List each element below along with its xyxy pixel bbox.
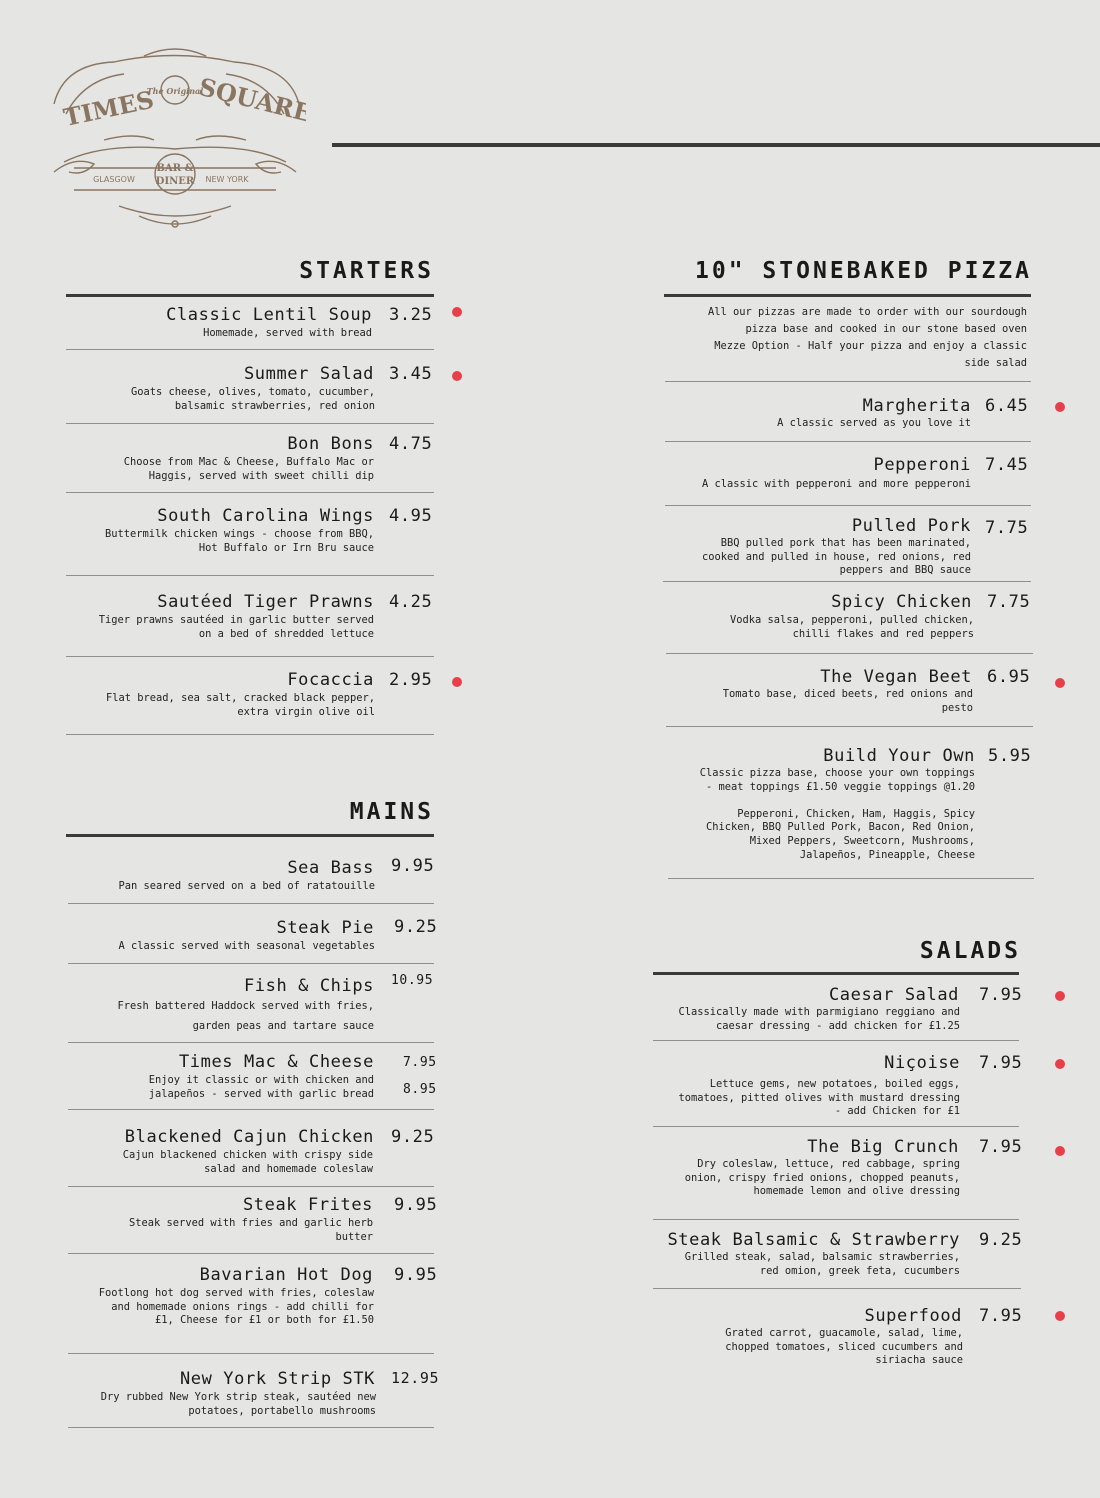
logo-tagline: The Original bbox=[146, 86, 204, 96]
salad-desc: Grilled steak, salad, balsamic strawberries, red omion, greek feta, cucumbers bbox=[684, 1251, 960, 1277]
highlight-dot bbox=[452, 307, 462, 317]
highlight-dot bbox=[1055, 678, 1065, 688]
main-price: 9.95 bbox=[394, 1195, 438, 1215]
starter-desc: Tiger prawns sautéed in garlic butter served on a bed of shredded lettuce bbox=[98, 614, 374, 640]
main-name: Times Mac & Cheese bbox=[178, 1052, 374, 1072]
divider bbox=[68, 1109, 434, 1110]
highlight-dot bbox=[1055, 1146, 1065, 1156]
divider bbox=[663, 581, 1031, 582]
main-desc: Pan seared served on a bed of ratatouille bbox=[118, 880, 375, 892]
pizza-price: 6.95 bbox=[987, 667, 1031, 687]
main-name: Steak Pie bbox=[276, 918, 374, 938]
main-price-alt: 8.95 bbox=[403, 1082, 437, 1097]
logo-city-right: NEW YORK bbox=[205, 175, 249, 184]
divider bbox=[66, 656, 434, 657]
divider bbox=[66, 492, 434, 493]
main-name: Sea Bass bbox=[287, 858, 374, 878]
pizza-intro: All our pizzas are made to order with our sourdough pizza base and cooked in our stone based oven Mezze Option - Half your pizza and enjoy a classic side salad bbox=[707, 306, 1027, 369]
pizza-name: Build Your Own bbox=[823, 746, 975, 766]
pizza-price: 7.75 bbox=[987, 592, 1031, 612]
starters-rule bbox=[66, 294, 434, 297]
salad-name: Caesar Salad bbox=[828, 985, 959, 1005]
starters-title: STARTERS bbox=[299, 258, 434, 284]
starter-price: 4.95 bbox=[389, 506, 433, 526]
pizza-desc: BBQ pulled pork that has been marinated, cooked and pulled in house, red onions, red peppers and BBQ sauce bbox=[702, 537, 971, 577]
divider bbox=[68, 1042, 434, 1043]
logo-city-left: GLASGOW bbox=[93, 175, 135, 184]
divider bbox=[66, 423, 434, 424]
starter-price: 3.25 bbox=[389, 305, 433, 325]
main-price: 9.25 bbox=[391, 1127, 435, 1147]
pizza-name: Pepperoni bbox=[873, 455, 971, 475]
starter-name: Classic Lentil Soup bbox=[166, 305, 372, 325]
main-name: Bavarian Hot Dog bbox=[199, 1265, 373, 1285]
highlight-dot bbox=[1055, 991, 1065, 1001]
starter-desc: Flat bread, sea salt, cracked black pepper, extra virgin olive oil bbox=[106, 692, 375, 718]
highlight-dot bbox=[452, 677, 462, 687]
divider bbox=[666, 726, 1033, 727]
starter-desc: Buttermilk chicken wings - choose from BBQ, Hot Buffalo or Irn Bru sauce bbox=[105, 528, 374, 554]
main-price: 10.95 bbox=[391, 973, 434, 988]
logo-badge-top: BAR & bbox=[156, 163, 194, 174]
divider bbox=[653, 1126, 1019, 1127]
divider bbox=[66, 734, 434, 735]
starter-price: 4.25 bbox=[389, 592, 433, 612]
divider bbox=[68, 1353, 434, 1354]
main-name: New York Strip STK bbox=[179, 1369, 375, 1389]
pizza-desc: Classic pizza base, choose your own toppings - meat toppings £1.50 veggie toppings @1.20 Pepperoni, Chicken, Ham, Haggis, Spicy Chicken, BBQ Pulled Pork, Bacon, Red Onion, Mixed Peppers, Sweetcorn, Mushrooms, Jalapeños, Pineapple, Cheese bbox=[699, 767, 975, 861]
salad-name: Steak Balsamic & Strawberry bbox=[667, 1230, 960, 1250]
main-desc: Dry rubbed New York strip steak, sautéed new potatoes, portabello mushrooms bbox=[100, 1391, 376, 1417]
logo-emblem bbox=[44, 44, 306, 234]
divider bbox=[66, 349, 434, 350]
pizza-desc: A classic served as you love it bbox=[777, 417, 971, 429]
divider bbox=[68, 963, 434, 964]
pizza-desc: Vodka salsa, pepperoni, pulled chicken, chilli flakes and red peppers bbox=[730, 614, 974, 640]
salad-price: 7.95 bbox=[979, 1306, 1023, 1326]
divider bbox=[653, 1288, 1021, 1289]
salads-rule bbox=[653, 972, 1019, 975]
starter-desc: Homemade, served with bread bbox=[203, 327, 372, 339]
salad-name: The Big Crunch bbox=[807, 1137, 959, 1157]
divider bbox=[666, 653, 1033, 654]
main-desc: Enjoy it classic or with chicken and jalapeños - served with garlic bread bbox=[148, 1074, 374, 1100]
main-desc: A classic served with seasonal vegetables bbox=[118, 940, 375, 952]
salads-title: SALADS bbox=[919, 938, 1021, 964]
pizza-name: Spicy Chicken bbox=[831, 592, 972, 612]
logo-times: TIMES bbox=[61, 84, 157, 133]
salad-desc: Lettuce gems, new potatoes, boiled eggs, tomatoes, pitted olives with mustard dressing - add Chicken for £1 bbox=[678, 1078, 960, 1118]
divider bbox=[653, 1219, 1019, 1220]
main-desc: Cajun blackened chicken with crispy side salad and homemade coleslaw bbox=[122, 1149, 373, 1175]
starter-price: 4.75 bbox=[389, 434, 433, 454]
pizza-desc: Tomato base, diced beets, red onions and pesto bbox=[722, 688, 973, 714]
main-price: 9.25 bbox=[394, 917, 438, 937]
pizza-price: 7.75 bbox=[985, 518, 1029, 538]
main-price: 9.95 bbox=[394, 1265, 438, 1285]
pizza-price: 6.45 bbox=[985, 396, 1029, 416]
salad-desc: Grated carrot, guacamole, salad, lime, chopped tomatoes, sliced cucumbers and siriacha sauce bbox=[725, 1327, 963, 1367]
starter-name: Focaccia bbox=[287, 670, 374, 690]
divider bbox=[668, 878, 1034, 879]
divider bbox=[68, 1427, 434, 1428]
pizza-price: 5.95 bbox=[988, 746, 1032, 766]
salad-desc: Classically made with parmigiano reggiano and caesar dressing - add chicken for £1.25 bbox=[678, 1006, 960, 1032]
pizza-name: Pulled Pork bbox=[851, 516, 971, 536]
highlight-dot bbox=[1055, 1311, 1065, 1321]
salad-name: Superfood bbox=[864, 1306, 962, 1326]
header-rule bbox=[332, 143, 1100, 147]
divider bbox=[68, 903, 434, 904]
divider bbox=[665, 381, 1031, 382]
divider bbox=[665, 441, 1031, 442]
starter-name: Summer Salad bbox=[243, 364, 374, 384]
salad-price: 7.95 bbox=[979, 1053, 1023, 1073]
divider bbox=[665, 505, 1031, 506]
main-price: 12.95 bbox=[391, 1369, 440, 1387]
pizza-rule bbox=[664, 294, 1031, 297]
logo-badge-bottom: DINER bbox=[155, 176, 195, 187]
mains-rule bbox=[66, 834, 434, 837]
starter-desc: Choose from Mac & Cheese, Buffalo Mac or Haggis, served with sweet chilli dip bbox=[123, 456, 374, 482]
starter-desc: Goats cheese, olives, tomato, cucumber, balsamic strawberries, red onion bbox=[131, 386, 375, 412]
starter-price: 2.95 bbox=[389, 670, 433, 690]
divider bbox=[653, 1040, 1019, 1041]
salad-price: 7.95 bbox=[979, 985, 1023, 1005]
starter-name: Bon Bons bbox=[287, 434, 374, 454]
salad-price: 9.25 bbox=[979, 1230, 1023, 1250]
divider bbox=[68, 1186, 434, 1187]
pizza-price: 7.45 bbox=[985, 455, 1029, 475]
main-desc: Steak served with fries and garlic herb butter bbox=[129, 1217, 373, 1243]
main-desc: Fresh battered Haddock served with fries, garden peas and tartare sauce bbox=[117, 1000, 374, 1032]
logo bbox=[44, 44, 306, 234]
highlight-dot bbox=[1055, 1059, 1065, 1069]
pizza-name: The Vegan Beet bbox=[820, 667, 972, 687]
pizza-desc: A classic with pepperoni and more pepperoni bbox=[702, 478, 971, 490]
divider bbox=[66, 575, 434, 576]
salad-name: Niçoise bbox=[884, 1053, 960, 1073]
salad-price: 7.95 bbox=[979, 1137, 1023, 1157]
main-desc: Footlong hot dog served with fries, coleslaw and homemade onions rings - add chilli for £1, Cheese for £1 or both for £1.50 bbox=[98, 1287, 374, 1327]
divider bbox=[68, 1253, 434, 1254]
mains-title: MAINS bbox=[349, 799, 434, 825]
main-price: 9.95 bbox=[391, 856, 435, 876]
highlight-dot bbox=[452, 371, 462, 381]
main-name: Fish & Chips bbox=[243, 976, 374, 996]
logo-square: SQUARE bbox=[195, 71, 306, 128]
main-name: Steak Frites bbox=[242, 1195, 373, 1215]
salad-desc: Dry coleslaw, lettuce, red cabbage, spring onion, crispy fried onions, chopped peanuts, homemade lemon and olive dressing bbox=[684, 1158, 960, 1198]
starter-name: Sautéed Tiger Prawns bbox=[157, 592, 374, 612]
starter-name: South Carolina Wings bbox=[157, 506, 374, 526]
main-price: 7.95 bbox=[403, 1055, 437, 1070]
pizza-title: 10" STONEBAKED PIZZA bbox=[695, 258, 1032, 284]
starter-price: 3.45 bbox=[389, 364, 433, 384]
pizza-name: Margherita bbox=[862, 396, 971, 416]
highlight-dot bbox=[1055, 402, 1065, 412]
main-name: Blackened Cajun Chicken bbox=[124, 1127, 374, 1147]
